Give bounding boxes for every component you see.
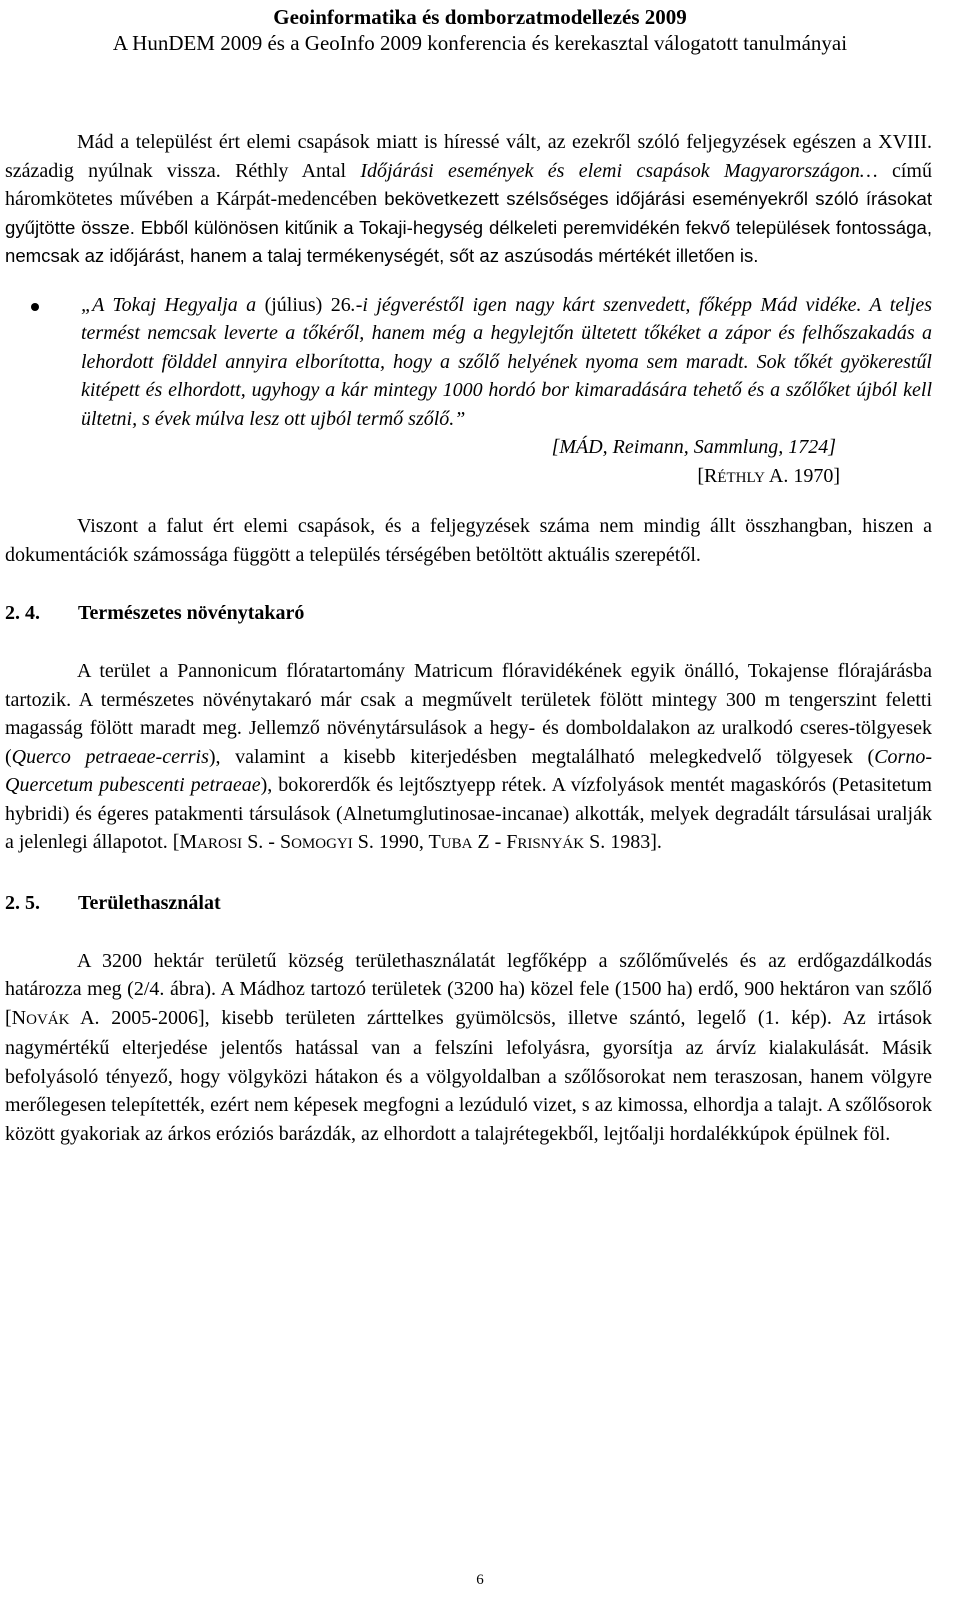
- paragraph-3: A terület a Pannonicum flóratartomány Matricum flóravidékének egyik önálló, Tokajense flórajárásba tartozik. A természetes növénytakaró már csak a megművelt területek fölött mintegy 300 m tengerszint feletti magasság fölött maradt meg. Jellemző növénytársulások a hegy- és domboldalakon az uralkodó cseres-tölgyesek (Querco petraeae-cerris), valamint a kisebb kiterjedésben megtalálható melegkedvelő tölgyesek (Corno-Quercetum pubescenti petraeae), bokorerdők és lejtősztyepp rétek. A vízfolyások mentét magaskórós (Petasitetum hybridi) és égeres patakmenti társulások (Alnetumglutinosae-incanae) alkották, melyek degradált társulásai uralják a jelenlegi állapotot. [MAROSI S. - SOMOGYI S. 1990, TUBA Z - FRISNYÁK S. 1983].: [5, 660, 932, 853]
- header-subtitle: A HunDEM 2009 és a GeoInfo 2009 konferencia és kerekasztal válogatott tanulmányai: [112, 31, 848, 55]
- quote-reference: [RÉTHLY A. 1970]: [697, 464, 840, 487]
- paragraph-2: Viszont a falut ért elemi csapások, és a feljegyzések száma nem mindig állt összhangban, hiszen a dokumentációk számossága függött a település térségében betöltött aktuális szerepétől.: [5, 515, 932, 566]
- book-title: Időjárási események és elemi csapások Magyarországon…: [360, 159, 878, 182]
- page-body: [5, 128, 932, 1148]
- section-heading-2-5: 2. 5. Területhasználat: [5, 891, 221, 914]
- quote-source: [MÁD, Reimann, Sammlung, 1724]: [551, 436, 836, 458]
- paragraph-1: Mád a települést ért elemi csapások miatt is híressé vált, az ezekről szóló feljegyzések egészen a XVIII. századig nyúlnak vissza. Réthly Antal Időjárási események és elemi csapások Magyarországon… című háromkötetes művében a Kárpát-medencében bekövetkezett szélsőséges időjárási eseményekről szóló írásokat gyűjtötte össze. Ebből különösen kitűnik a Tokaji-hegység délkeleti peremvidékén fekvő települések fontossága, nemcsak az időjárást, hanem a talaj termékenységét, sőt az aszúsodás mértékét illetően is.: [5, 131, 933, 266]
- running-header: [0, 4, 960, 56]
- paragraph-4: A 3200 hektár területű község területhasználatát legfőképp a szőlőművelés és az erdőgazdálkodás határozza meg (2/4. ábra). A Mádhoz tartozó területek (3200 ha) közel fele (1500 ha) erdő, 900 hektáron van szőlő [NOVÁK A. 2005-2006], kisebb területen zárttelkes gyümölcsös, illetve szántó, legelő (1. kép). Az irtások nagymértékű elterjedése jelentős hatással van a felszíni lefolyásra, gyorsítja az árvíz kialakulását. Másik befolyásoló tényező, hogy völgyközi hátakon és a völgyoldalban a szőlősorokat nem teraszosan, hanem völgyre merőlegesen telepítették, ezért nem képesek megfogni a lezúduló vizet, s az kimossa, elhordja a talajt. A szőlősorok között gyakoriak az árkos eróziós barázdák, az elhordott a talajrétegekből, lejtőalji hordalékkúpok épülnek föl.: [5, 949, 932, 1145]
- header-title: Geoinformatika és domborzatmodellezés 2009: [273, 5, 687, 29]
- bullet-icon: [31, 303, 39, 311]
- page-number: 6: [476, 1572, 484, 1588]
- quote-bullet: [5, 291, 932, 493]
- quote-text: „A Tokaj Hegyalja a (július) 26.-i jégveréstől igen nagy kárt szenvedett, főképp Mád vidéke. A teljes termést nemcsak leverte a tőkéről, hanem még a hegylejtőn ültetett tőkéket a zápor és felhőszakadás a lehordott földdel annyira elborította, hogy a szőlő helyének nyoma sem maradt. Sok tőkét gyökerestűl kitépett és elhordott, ugyhogy a kár mintegy 1000 hordó bor kimaradására tehető és a szőlőket újból kell ültetni, s évek múlva lesz ott ujból termő szőlő.”: [81, 293, 933, 430]
- section-heading-2-4: 2. 4. Természetes növénytakaró: [5, 602, 305, 624]
